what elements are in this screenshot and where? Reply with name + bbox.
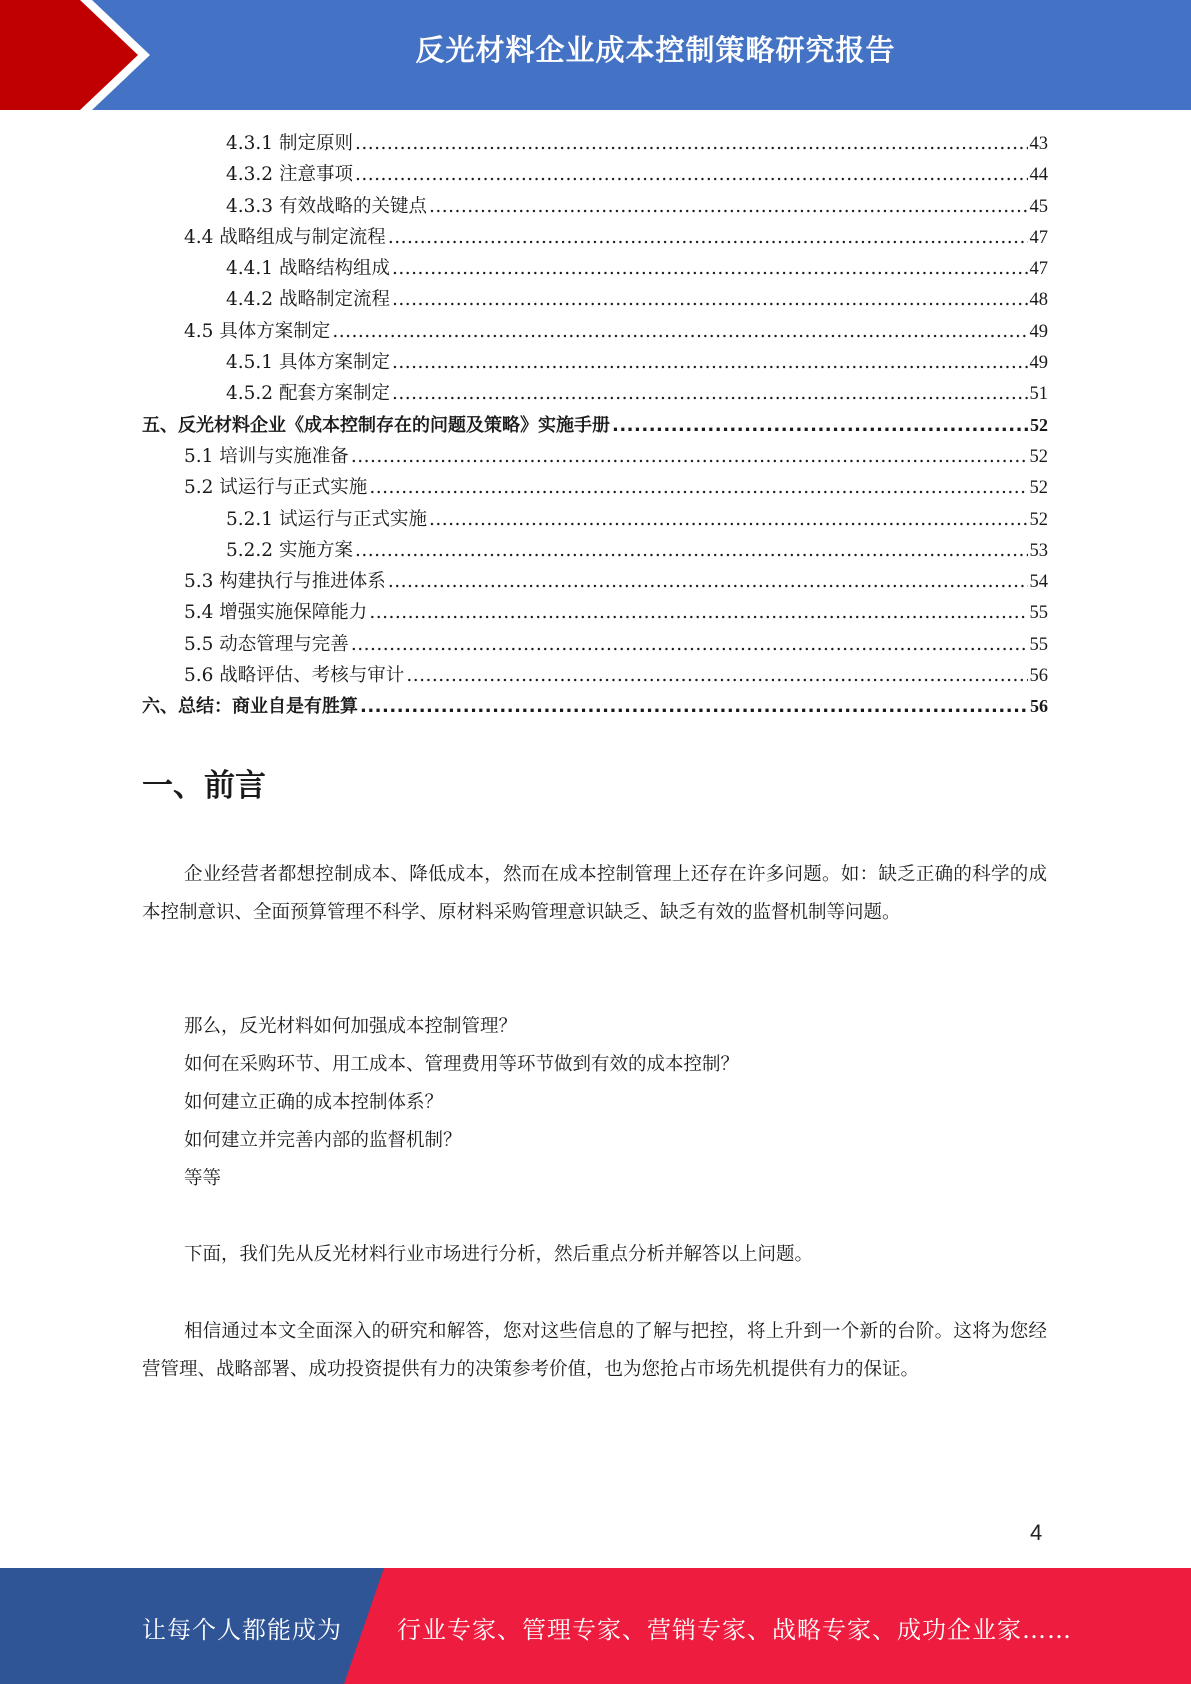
toc-entry-page: 56: [1030, 696, 1048, 717]
toc-leader-dots: [406, 660, 1027, 691]
toc-entry-page: 47: [1029, 227, 1048, 248]
footer-slogan-left: 让每个人都能成为: [142, 1616, 342, 1644]
toc-leader-dots: [388, 566, 1028, 597]
toc-leader-dots: [429, 191, 1028, 222]
toc-entry[interactable]: [142, 253, 1048, 284]
page-footer: [0, 1568, 1191, 1684]
toc-entry-label: 5.1 培训与实施准备: [184, 445, 349, 467]
toc-leader-dots: [392, 284, 1028, 315]
paragraph-3: 相信通过本文全面深入的研究和解答，您对这些信息的了解与把控，将上升到一个新的台阶。这将为您经营管理、战略部署、成功投资提供有力的决策参考价值，也为您抢占市场先机提供有力的保证。: [142, 1321, 1047, 1380]
toc-entry-page: 47: [1029, 259, 1048, 280]
toc-entry[interactable]: [142, 347, 1048, 378]
paragraph-2-block: [142, 1236, 1047, 1274]
questions-list: [142, 1008, 1047, 1198]
toc-entry-page: 56: [1029, 666, 1048, 687]
toc-entry-page: 49: [1029, 353, 1048, 374]
question-line: 如何建立并完善内部的监督机制？: [184, 1130, 462, 1151]
toc-entry-label: 5.6 战略评估、考核与审计: [184, 665, 405, 687]
toc-entry[interactable]: [142, 472, 1048, 503]
toc-leader-dots: [351, 441, 1028, 472]
toc-entry[interactable]: [142, 660, 1048, 691]
question-line: 那么，反光材料如何加强成本控制管理？: [184, 1016, 518, 1037]
toc-entry-label: 4.3.3 有效战略的关键点: [226, 195, 427, 217]
toc-entry[interactable]: [142, 378, 1048, 409]
toc-entry[interactable]: [142, 222, 1048, 253]
question-line: 等等: [184, 1168, 222, 1189]
intro-paragraph: 企业经营者都想控制成本、降低成本，然而在成本控制管理上还存在许多问题。如：缺乏正确的科学的成本控制意识、全面预算管理不科学、原材料采购管理意识缺乏、缺乏有效的监督机制等问题。: [142, 864, 1047, 923]
toc-leader-dots: [392, 347, 1028, 378]
toc-entry-label: 4.5.1 具体方案制定: [226, 352, 390, 374]
toc-leader-dots: [332, 316, 1027, 347]
toc-entry[interactable]: [142, 191, 1048, 222]
toc-entry-label: 4.5 具体方案制定: [184, 320, 331, 342]
toc-entry-page: 44: [1029, 165, 1048, 186]
toc-entry-label: 4.3.1 制定原则: [226, 133, 353, 154]
toc-entry[interactable]: [142, 284, 1048, 315]
page-header: [0, 0, 1191, 110]
toc-entry-label: 4.3.2 注意事项: [226, 164, 353, 186]
toc-entry-label: 4.4.1 战略结构组成: [226, 258, 390, 280]
table-of-contents: [142, 128, 1048, 723]
toc-entry-page: 55: [1029, 634, 1048, 655]
toc-entry-page: 52: [1029, 446, 1048, 467]
paragraph-2: 下面，我们先从反光材料行业市场进行分析，然后重点分析并解答以上问题。: [184, 1244, 814, 1265]
toc-entry-label: 六、总结：商业自是有胜算: [142, 696, 358, 718]
toc-entry-page: 45: [1029, 196, 1048, 217]
question-line: 如何在采购环节、用工成本、管理费用等环节做到有效的成本控制？: [184, 1054, 740, 1075]
toc-entry-page: 43: [1029, 134, 1048, 154]
toc-entry-page: 52: [1029, 509, 1048, 530]
toc-leader-dots: [355, 159, 1028, 190]
toc-entry[interactable]: [142, 504, 1048, 535]
toc-entry-page: 52: [1030, 414, 1048, 435]
toc-leader-dots: [612, 410, 1028, 441]
toc-entry-label: 5.3 构建执行与推进体系: [184, 571, 386, 593]
toc-entry-page: 52: [1029, 478, 1048, 499]
toc-entry[interactable]: [142, 410, 1048, 441]
toc-leader-dots: [429, 504, 1028, 535]
page-number: 4: [1030, 1520, 1043, 1545]
document-title: 反光材料企业成本控制策略研究报告: [415, 33, 896, 67]
toc-entry-label: 4.4.2 战略制定流程: [226, 289, 390, 311]
toc-entry-label: 5.2 试运行与正式实施: [184, 477, 368, 499]
toc-leader-dots: [369, 597, 1027, 628]
intro-block: [142, 856, 1047, 932]
toc-entry-page: 55: [1029, 603, 1048, 624]
toc-entry[interactable]: [142, 566, 1048, 597]
toc-leader-dots: [369, 472, 1027, 503]
footer-slogan-right: 行业专家、管理专家、营销专家、战略专家、成功企业家……: [397, 1616, 1072, 1644]
toc-entry[interactable]: [142, 441, 1048, 472]
toc-entry-label: 5.5 动态管理与完善: [184, 633, 349, 655]
toc-entry-label: 5.2.1 试运行与正式实施: [226, 508, 427, 530]
toc-leader-dots: [392, 378, 1028, 409]
toc-leader-dots: [392, 253, 1028, 284]
toc-entry[interactable]: [142, 159, 1048, 190]
toc-leader-dots: [355, 128, 1028, 159]
question-line: 如何建立正确的成本控制体系？: [184, 1092, 444, 1113]
toc-entry-page: 53: [1029, 540, 1048, 561]
toc-entry[interactable]: [142, 128, 1048, 159]
toc-entry-label: 五、反光材料企业《成本控制存在的问题及策略》实施手册: [142, 414, 610, 436]
toc-entry[interactable]: [142, 316, 1048, 347]
toc-entry-page: 48: [1029, 290, 1048, 311]
toc-leader-dots: [355, 535, 1028, 566]
toc-entry-label: 4.4 战略组成与制定流程: [184, 226, 386, 248]
toc-entry-page: 54: [1029, 572, 1048, 593]
toc-entry-page: 51: [1029, 384, 1048, 405]
toc-leader-dots: [388, 222, 1028, 253]
toc-entry-label: 5.2.2 实施方案: [226, 539, 353, 561]
paragraph-3-block: [142, 1313, 1047, 1389]
toc-leader-dots: [351, 629, 1028, 660]
toc-entry[interactable]: [142, 535, 1048, 566]
section-heading: 一、前言: [142, 768, 266, 804]
toc-entry[interactable]: [142, 629, 1048, 660]
toc-entry[interactable]: [142, 597, 1048, 628]
toc-leader-dots: [360, 691, 1028, 722]
toc-entry-label: 5.4 增强实施保障能力: [184, 602, 368, 624]
toc-entry-page: 49: [1029, 321, 1048, 342]
toc-entry-label: 4.5.2 配套方案制定: [226, 383, 390, 405]
toc-entry[interactable]: [142, 691, 1048, 722]
